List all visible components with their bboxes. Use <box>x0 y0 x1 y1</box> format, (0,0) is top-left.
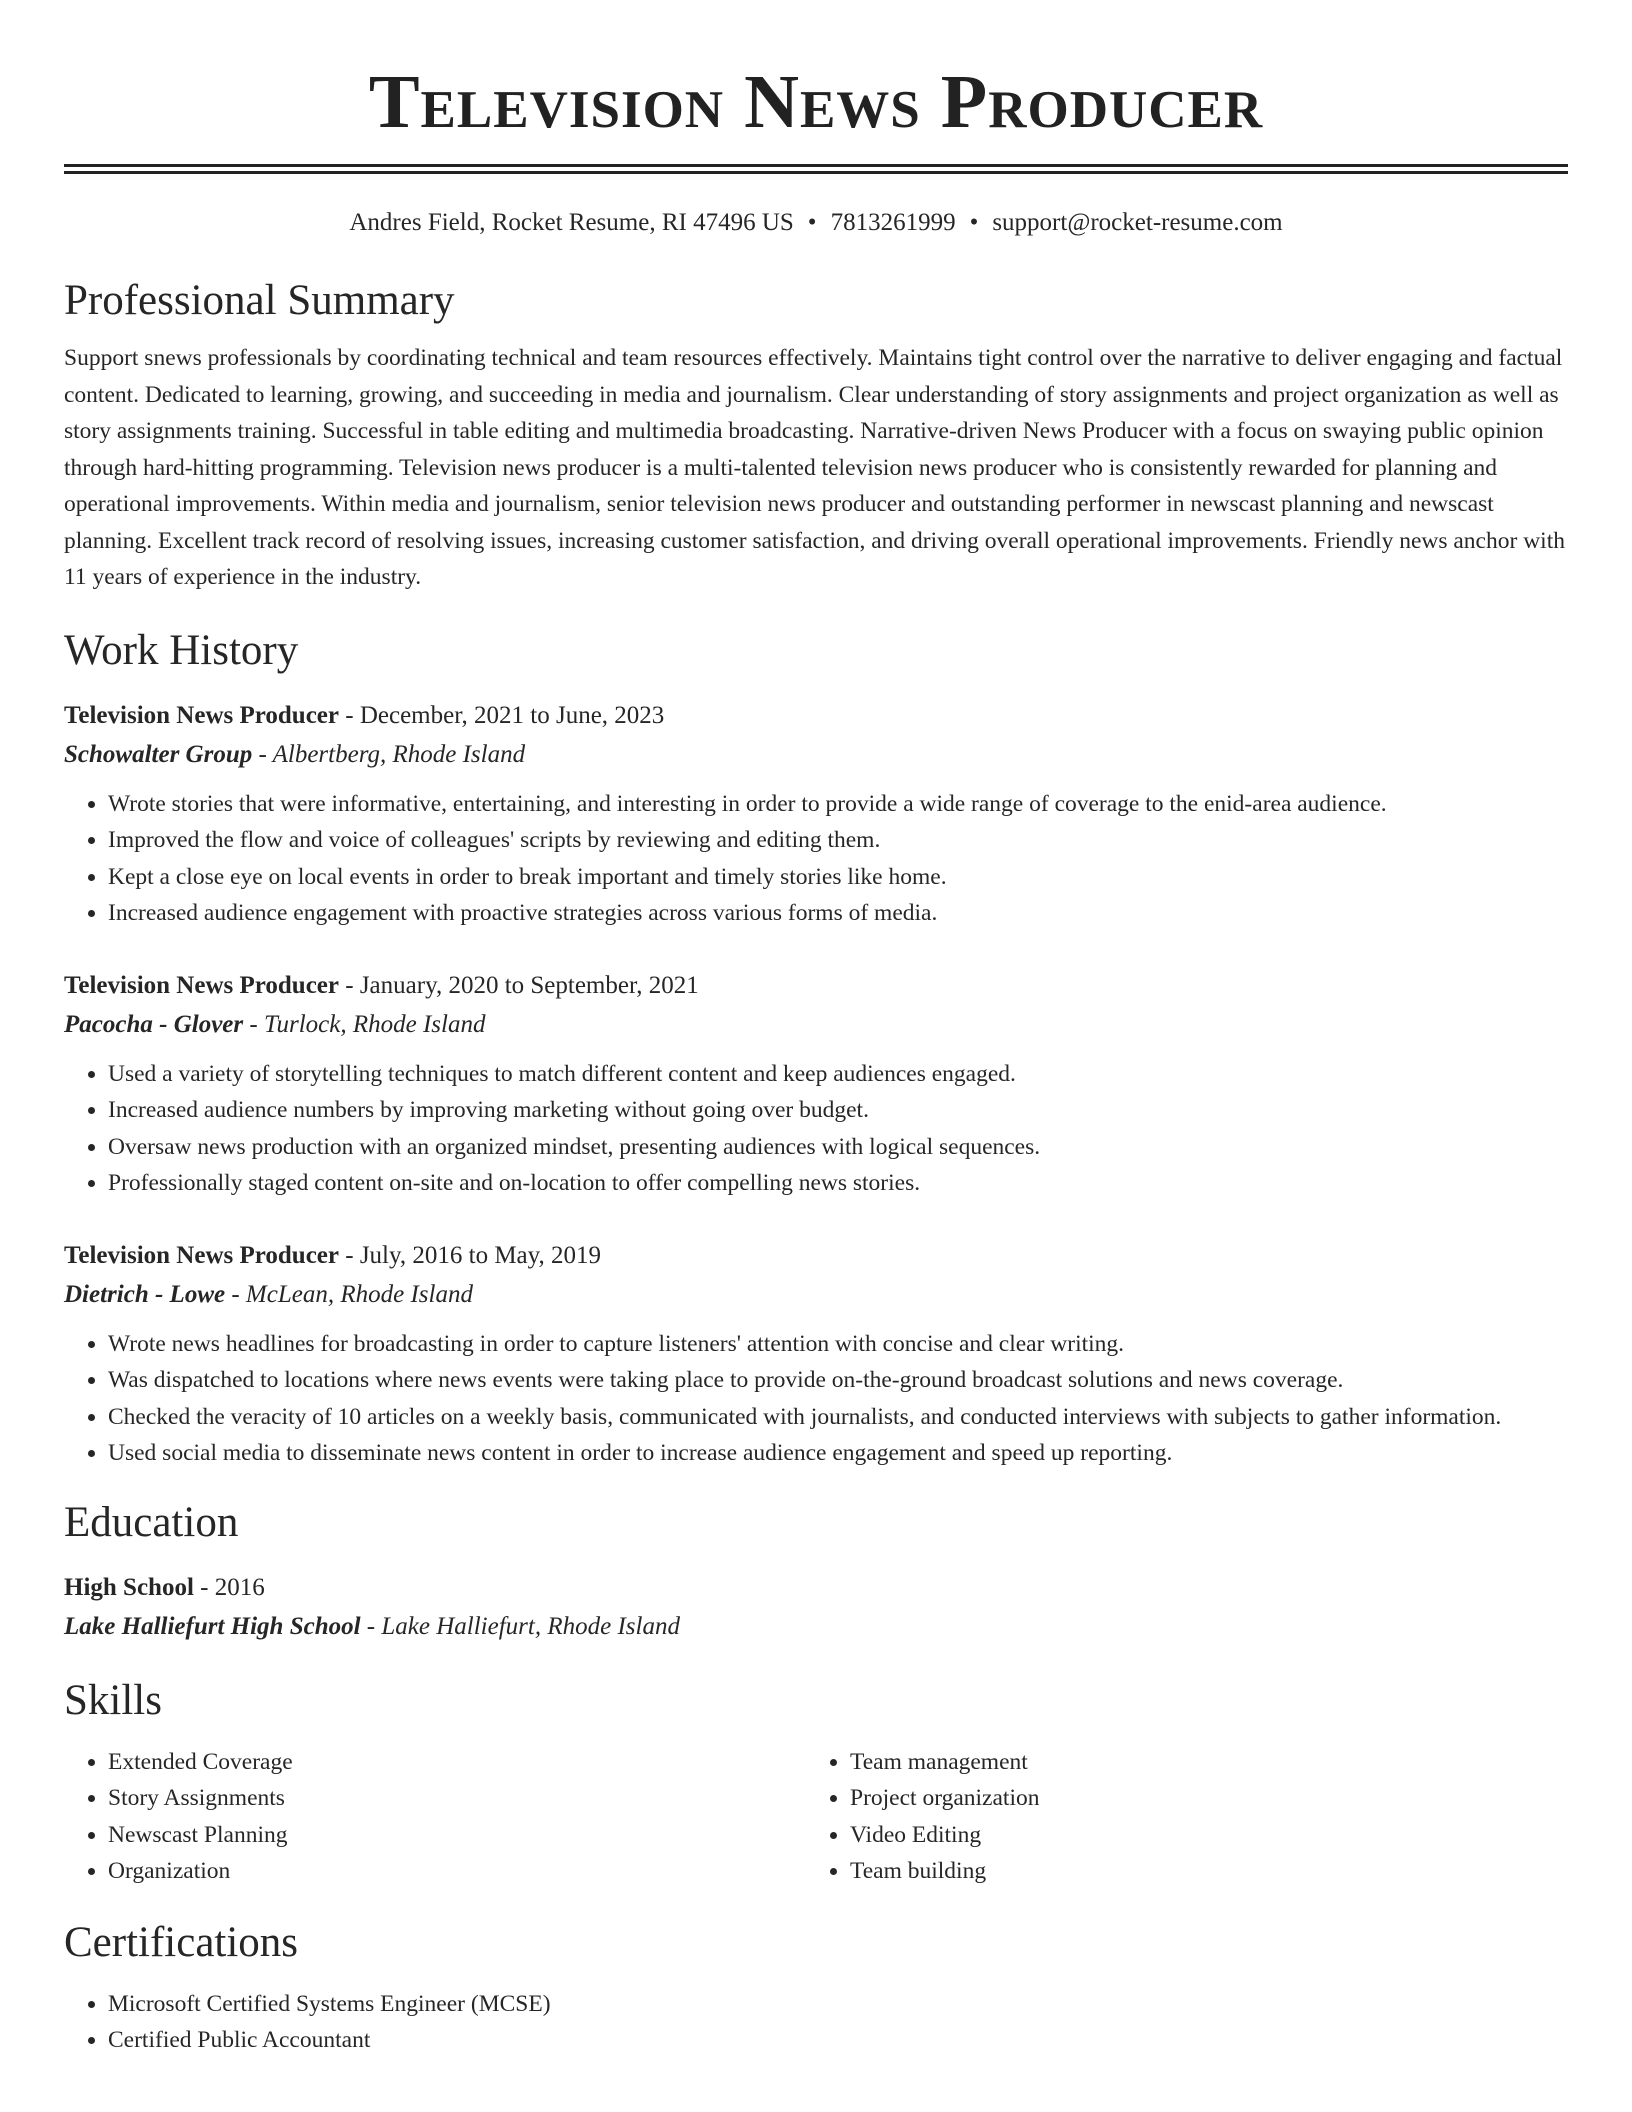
job-bullets <box>64 786 1568 932</box>
job-bullet: • Kept a close eye on local events in order to break important and timely stories like home. <box>108 859 1568 896</box>
skill-item: • Story Assignments <box>108 1780 806 1817</box>
education-school: Lake Halliefurt High School <box>64 1612 361 1640</box>
contact-email: support@rocket-resume.com <box>992 209 1283 236</box>
skill-item: • Newscast Planning <box>108 1817 806 1854</box>
education-degree-line <box>64 1568 1568 1607</box>
certification-item: • Microsoft Certified Systems Engineer (MCSE) <box>108 1986 1568 2023</box>
job-bullet: • Increased audience numbers by improving marketing without going over budget. <box>108 1092 1568 1129</box>
education-location: - Lake Halliefurt, Rhode Island <box>360 1612 680 1640</box>
summary-text: Support snews professionals by coordinating technical and team resources effectively. Maintains tight control over the narrative to deliver engaging and factual content. Dedicated to learning, growing, and succeeding in media and journalism. Clear understanding of story assignments and project organization as well as story assignments training. Successful in table editing and multimedia broadcasting. Narrative-driven News Producer with a focus on swaying public opinion through hard-hitting programming. Television news producer is a multi-talented television news producer who is consistently rewarded for planning and operational improvements. Within media and journalism, senior television news producer and outstanding performer in newscast planning and newscast planning. Excellent track record of resolving issues, increasing customer satisfaction, and driving overall operational improvements. Friendly news anchor with 11 years of experience in the industry. <box>64 345 1565 590</box>
education-year: - 2016 <box>193 1573 265 1601</box>
job-title: Television News Producer <box>64 1241 339 1269</box>
job-bullet: • Oversaw news production with an organized mindset, presenting audiences with logical sequences. <box>108 1129 1568 1166</box>
skill-item: • Project organization <box>850 1780 1548 1817</box>
skills-column-right <box>806 1744 1548 1890</box>
contact-line <box>64 208 1568 238</box>
skills-column-left <box>64 1744 806 1890</box>
contact-phone: 7813261999 <box>830 209 956 236</box>
job-title: Television News Producer <box>64 971 339 999</box>
job-company: Schowalter Group <box>64 740 253 768</box>
job-bullets <box>64 1056 1568 1202</box>
job-bullet: • Checked the veracity of 10 articles on a weekly basis, communicated with journalists, and conducted interviews with subjects to gather information. <box>108 1399 1568 1436</box>
education-entry <box>64 1568 1568 1646</box>
job-title-line <box>64 966 1568 1005</box>
job-dates: - December, 2021 to June, 2023 <box>339 701 665 729</box>
summary-heading: Professional Summary <box>64 277 455 324</box>
education-degree: High School <box>64 1573 194 1601</box>
job-title: Television News Producer <box>64 701 339 729</box>
job-bullet: • Professionally staged content on-site and on-location to offer compelling news stories. <box>108 1165 1568 1202</box>
certifications-section <box>64 1918 1568 2059</box>
contact-address: Andres Field, Rocket Resume, RI 47496 US <box>349 209 794 236</box>
job-company-line <box>64 1275 1568 1314</box>
contact-separator: • <box>807 209 817 236</box>
job-bullet: • Used a variety of storytelling techniques to match different content and keep audiences engaged. <box>108 1056 1568 1093</box>
job-title-line <box>64 1236 1568 1275</box>
certification-item: • Certified Public Accountant <box>108 2022 1568 2059</box>
certifications-list <box>64 1986 1568 2059</box>
job-location: - McLean, Rhode Island <box>225 1280 473 1308</box>
job-title-line <box>64 696 1568 735</box>
job-location: - Turlock, Rhode Island <box>243 1010 486 1038</box>
work-history-heading: Work History <box>64 626 299 674</box>
resume-title: Television News Producer <box>368 60 1264 144</box>
job-bullet: • Was dispatched to locations where news events were taking place to provide on-the-ground broadcast solutions and news coverage. <box>108 1362 1568 1399</box>
work-history-section <box>64 626 1568 1472</box>
job-company-line <box>64 735 1568 774</box>
skill-item: • Extended Coverage <box>108 1744 806 1781</box>
job-entry <box>64 696 1568 932</box>
skills-heading: Skills <box>64 1676 162 1724</box>
job-bullet: • Increased audience engagement with proactive strategies across various forms of media. <box>108 895 1568 932</box>
certifications-heading: Certifications <box>64 1918 299 1966</box>
job-company: Dietrich - Lowe <box>64 1280 226 1308</box>
job-bullet: • Wrote stories that were informative, entertaining, and interesting in order to provide a wide range of coverage to the enid-area audience. <box>108 786 1568 823</box>
job-entry <box>64 966 1568 1202</box>
job-bullets <box>64 1326 1568 1472</box>
education-heading: Education <box>64 1498 239 1546</box>
education-school-line <box>64 1607 1568 1646</box>
education-section <box>64 1498 1568 1646</box>
contact-separator: • <box>969 209 979 236</box>
job-bullet: • Used social media to disseminate news content in order to increase audience engagement and speed up reporting. <box>108 1435 1568 1472</box>
title-double-rule <box>64 164 1568 174</box>
skill-item: • Organization <box>108 1853 806 1890</box>
skill-item: • Team management <box>850 1744 1548 1781</box>
job-company-line <box>64 1005 1568 1044</box>
job-dates: - January, 2020 to September, 2021 <box>339 971 699 999</box>
job-dates: - July, 2016 to May, 2019 <box>339 1241 602 1269</box>
skills-section <box>64 1676 1568 1890</box>
skill-item: • Video Editing <box>850 1817 1548 1854</box>
skill-item: • Team building <box>850 1853 1548 1890</box>
job-location: - Albertberg, Rhode Island <box>252 740 526 768</box>
job-bullet: • Wrote news headlines for broadcasting in order to capture listeners' attention with concise and clear writing. <box>108 1326 1568 1363</box>
job-entry <box>64 1236 1568 1472</box>
job-company: Pacocha - Glover <box>64 1010 244 1038</box>
job-bullet: • Improved the flow and voice of colleagues' scripts by reviewing and editing them. <box>108 822 1568 859</box>
skills-columns <box>64 1744 1568 1890</box>
summary-section <box>64 276 1568 596</box>
